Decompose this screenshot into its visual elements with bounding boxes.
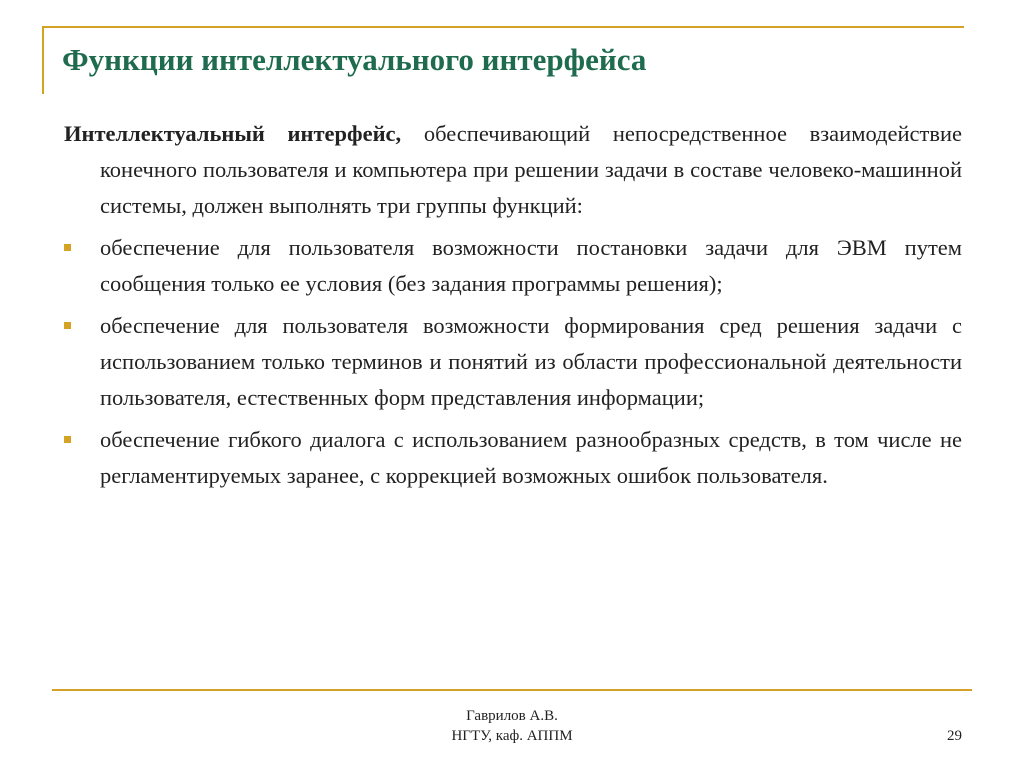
function-item-text: обеспечение для пользователя возможности формирования сред решения задачи с использованием только терминов и понятий из области профессиональной деятельности пользователя, естественных форм представления информации; [100,313,962,410]
function-list-item [64,230,962,302]
intro-text: обеспечивающий непосредственное взаимодействие конечного пользователя и компьютера при решении задачи в составе человеко-машинной системы, должен выполнять три группы функций: [100,121,962,218]
function-list [64,230,962,494]
intro-bold-term: Интеллектуальный интерфейс, [64,121,402,146]
function-item-text: обеспечение гибкого диалога с использованием разнообразных средств, в том числе не регламентируемых заранее, с коррекцией возможных ошибок пользователя. [100,427,962,488]
footer-author: Гаврилов А.В. [466,708,558,724]
title-frame-top-line [42,26,964,28]
function-list-item [64,308,962,416]
intro-paragraph [64,116,962,224]
square-bullet-icon [64,322,71,329]
square-bullet-icon [64,244,71,251]
function-item-text: обеспечение для пользователя возможности постановки задачи для ЭВМ путем сообщения только ее условия (без задания программы решения); [100,235,962,296]
page-number: 29 [947,728,962,744]
footer-organization: НГТУ, каф. АППМ [451,728,573,744]
slide-title: Функции интеллектуального интерфейса [62,42,647,77]
title-frame-left-line [42,26,44,94]
footer-divider [52,689,972,691]
slide-content [64,116,962,500]
function-list-item [64,422,962,494]
square-bullet-icon [64,436,71,443]
